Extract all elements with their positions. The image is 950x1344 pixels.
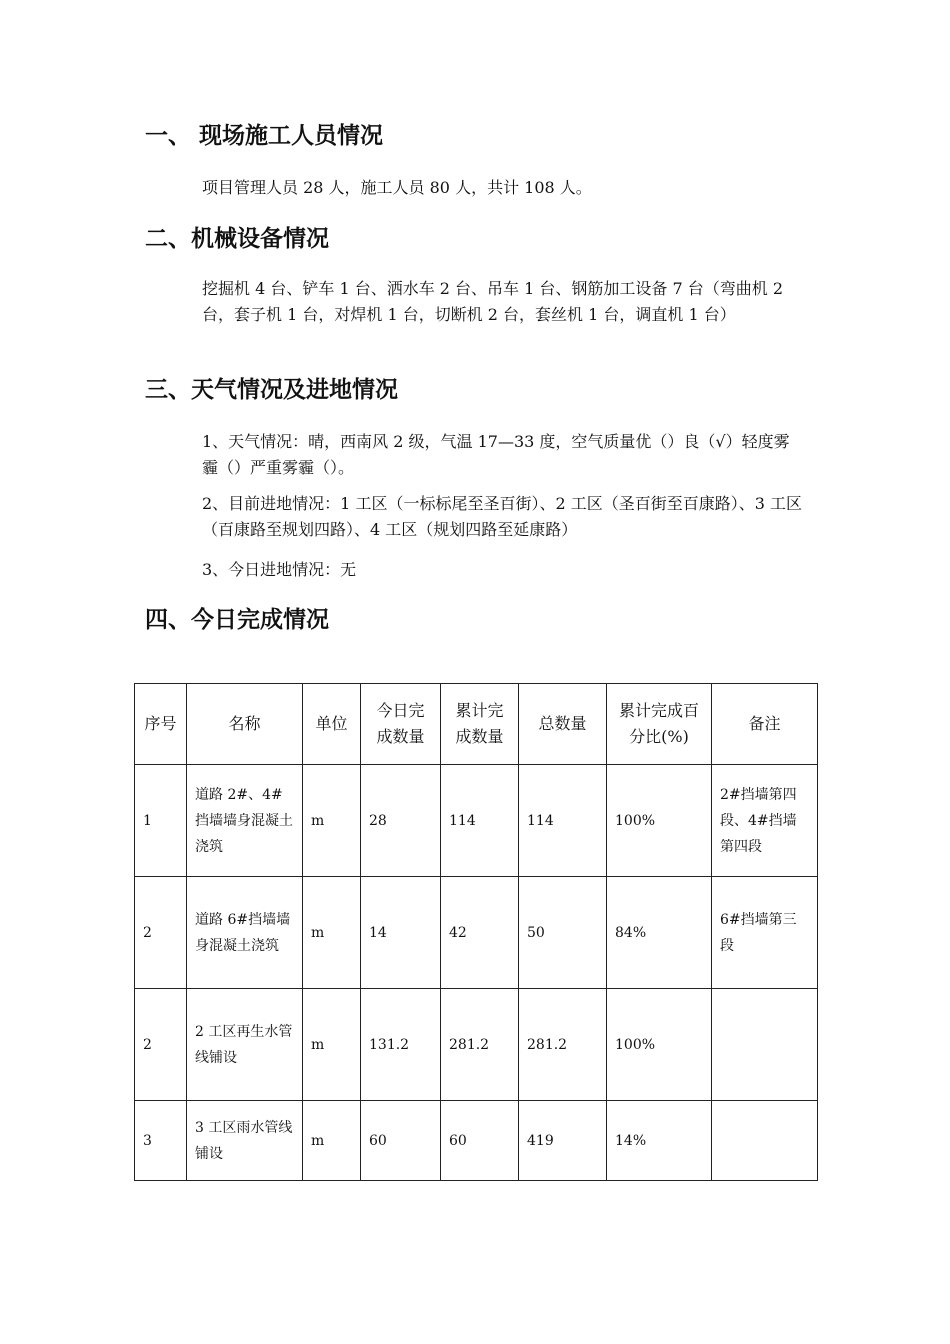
header-index: 序号	[135, 684, 187, 765]
table-row	[135, 765, 818, 877]
section4-title: 四、今日完成情况	[145, 607, 329, 633]
completion-table	[134, 683, 818, 1181]
cell-cumulative-qty: 281.2	[441, 989, 519, 1101]
table-header-row	[135, 684, 818, 765]
cell-cumulative-qty: 42	[441, 877, 519, 989]
header-cumulative-percent: 累计完成百分比(%)	[607, 684, 712, 765]
cell-index: 3	[135, 1101, 187, 1181]
cell-today-qty: 14	[361, 877, 441, 989]
cell-total-qty: 281.2	[519, 989, 607, 1101]
cell-unit: m	[303, 765, 361, 877]
cell-unit: m	[303, 877, 361, 989]
section2-title: 二、机械设备情况	[145, 226, 329, 252]
section1-title: 一、 现场施工人员情况	[145, 123, 384, 149]
table-row	[135, 1101, 818, 1181]
header-cumulative-qty: 累计完成数量	[441, 684, 519, 765]
weather-text: 1、天气情况：晴，西南风 2 级，气温 17—33 度，空气质量优（）良（√）轻度雾霾（）严重雾霾（）。	[202, 432, 790, 477]
table-row	[135, 989, 818, 1101]
cell-unit: m	[303, 1101, 361, 1181]
today-entry-text: 3、今日进地情况：无	[202, 560, 357, 579]
staff-text: 项目管理人员 28 人，施工人员 80 人，共计 108 人。	[202, 178, 592, 197]
cell-today-qty: 131.2	[361, 989, 441, 1101]
table-row	[135, 877, 818, 989]
cell-name: 道路 6#挡墙墙身混凝土浇筑	[187, 877, 303, 989]
cell-total-qty: 419	[519, 1101, 607, 1181]
cell-remarks: 2#挡墙第四段、4#挡墙第四段	[712, 765, 818, 877]
cell-name: 2 工区再生水管线铺设	[187, 989, 303, 1101]
cell-cumulative-percent: 100%	[607, 765, 712, 877]
cell-cumulative-qty: 60	[441, 1101, 519, 1181]
current-entry-text: 2、目前进地情况：1 工区（一标标尾至圣百街）、2 工区（圣百街至百康路）、3 工区（百康路至规划四路）、4 工区（规划四路至延康路）	[202, 494, 802, 539]
cell-remarks	[712, 1101, 818, 1181]
cell-index: 1	[135, 765, 187, 877]
section3-title: 三、天气情况及进地情况	[145, 377, 398, 403]
cell-remarks	[712, 989, 818, 1101]
header-remarks: 备注	[712, 684, 818, 765]
cell-index: 2	[135, 877, 187, 989]
header-unit: 单位	[303, 684, 361, 765]
cell-remarks: 6#挡墙第三段	[712, 877, 818, 989]
cell-today-qty: 60	[361, 1101, 441, 1181]
cell-cumulative-percent: 84%	[607, 877, 712, 989]
equipment-text: 挖掘机 4 台、铲车 1 台、洒水车 2 台、吊车 1 台、钢筋加工设备 7 台（弯曲机 2 台，套子机 1 台，对焊机 1 台，切断机 2 台，套丝机 1 台，调直机 1 台）	[202, 279, 784, 324]
cell-today-qty: 28	[361, 765, 441, 877]
cell-total-qty: 50	[519, 877, 607, 989]
cell-cumulative-percent: 100%	[607, 989, 712, 1101]
cell-total-qty: 114	[519, 765, 607, 877]
header-today-qty: 今日完成数量	[361, 684, 441, 765]
cell-name: 道路 2#、4#挡墙墙身混凝土浇筑	[187, 765, 303, 877]
header-name: 名称	[187, 684, 303, 765]
header-total-qty: 总数量	[519, 684, 607, 765]
cell-name: 3 工区雨水管线铺设	[187, 1101, 303, 1181]
cell-index: 2	[135, 989, 187, 1101]
cell-unit: m	[303, 989, 361, 1101]
cell-cumulative-qty: 114	[441, 765, 519, 877]
cell-cumulative-percent: 14%	[607, 1101, 712, 1181]
